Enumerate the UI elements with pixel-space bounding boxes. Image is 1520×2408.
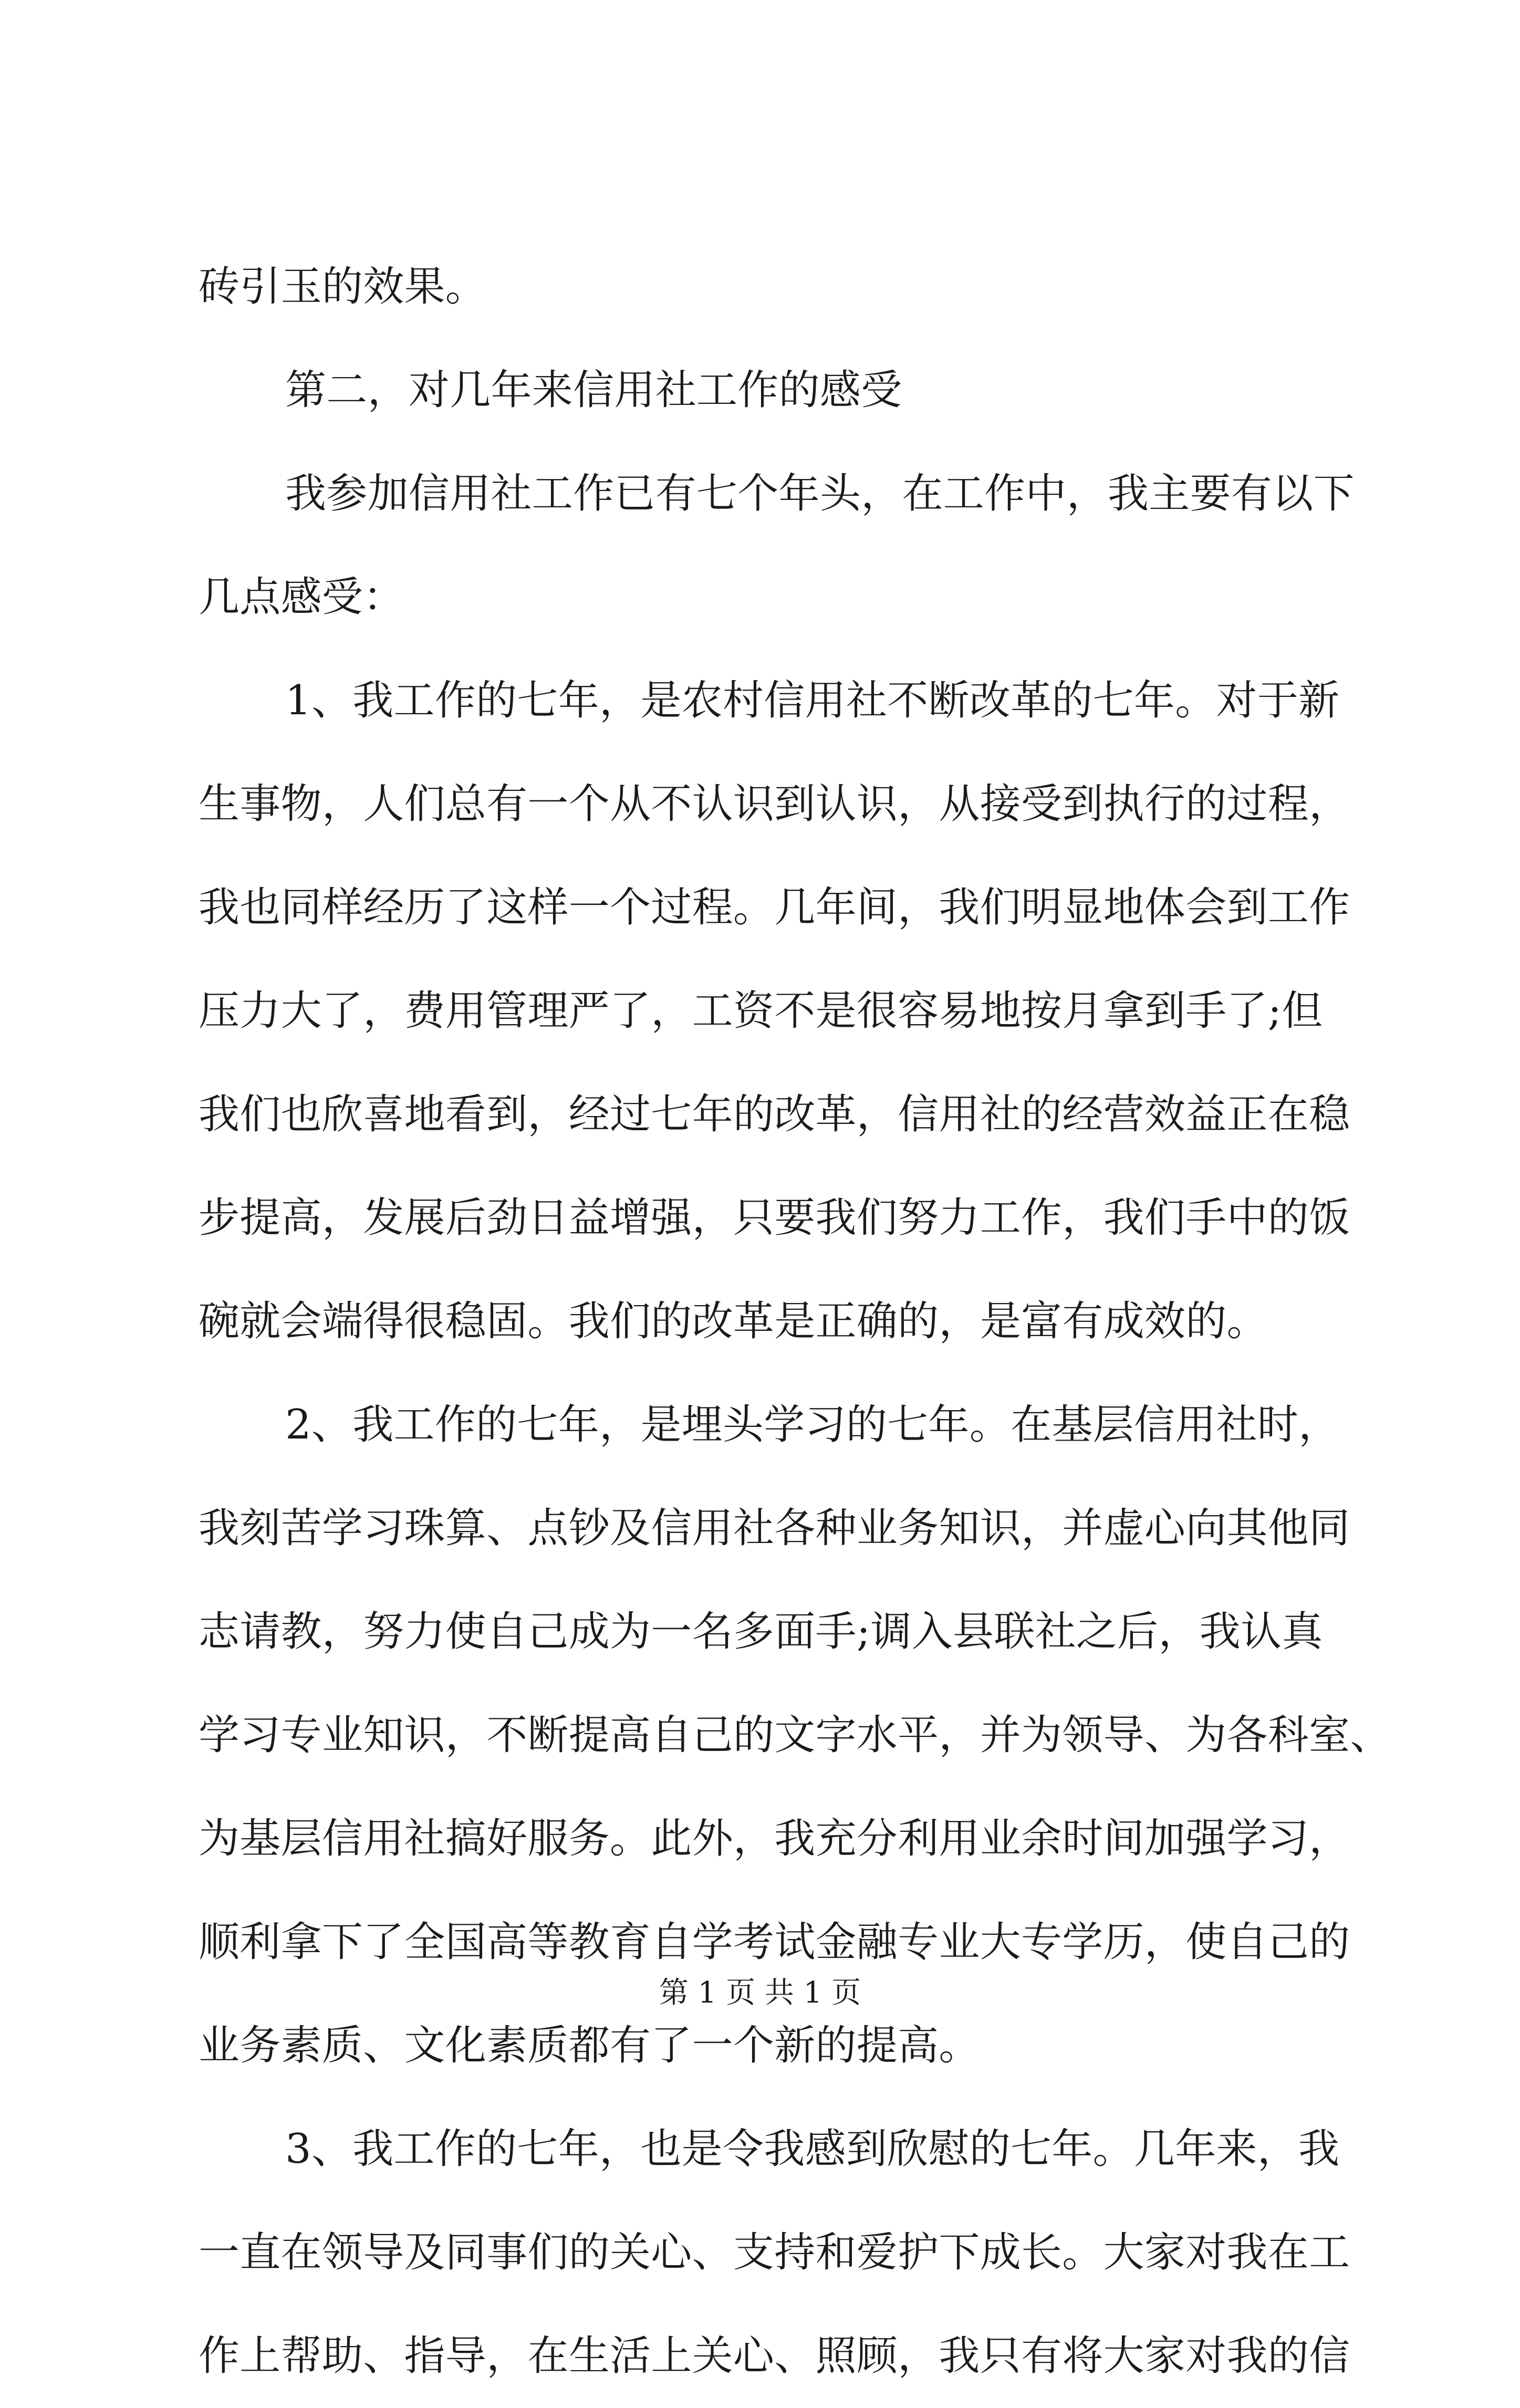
text-line: 一直在领导及同事们的关心、支持和爱护下成长。大家对我在工 — [199, 2229, 1350, 2276]
text-line: 顺利拿下了全国高等教育自学考试金融专业大专学历，使自己的 — [199, 1919, 1350, 1966]
text-line: 碗就会端得很稳固。我们的改革是正确的，是富有成效的。 — [199, 1298, 1268, 1345]
document-body — [199, 235, 1391, 2408]
text-line: 几点感受： — [199, 574, 404, 621]
text-line: 学习专业知识，不断提高自己的文字水平，并为领导、为各科室、 — [199, 1712, 1391, 1759]
text-line: 2、我工作的七年，是埋头学习的七年。在基层信用社时， — [285, 1401, 1340, 1448]
text-line: 压力大了，费用管理严了，工资不是很容易地按月拿到手了;但 — [199, 987, 1323, 1035]
text-line: 业务素质、文化素质都有了一个新的提高。 — [199, 2022, 980, 2069]
text-line: 我刻苦学习珠算、点钞及信用社各种业务知识，并虚心向其他同 — [199, 1505, 1350, 1552]
text-line: 作上帮助、指导，在生活上关心、照顾，我只有将大家对我的信 — [199, 2332, 1350, 2380]
text-line: 砖引玉的效果。 — [199, 263, 487, 310]
page-footer: 第 1 页 共 1 页 — [659, 1976, 861, 2010]
text-line: 步提高，发展后劲日益增强，只要我们努力工作，我们手中的饭 — [199, 1194, 1350, 1242]
text-line: 3、我工作的七年，也是令我感到欣慰的七年。几年来，我 — [285, 2125, 1340, 2173]
text-line: 我参加信用社工作已有七个年头，在工作中，我主要有以下 — [285, 470, 1355, 517]
text-line: 志请教，努力使自己成为一名多面手;调入县联社之后，我认真 — [199, 1608, 1323, 1655]
text-line: 生事物，人们总有一个从不认识到认识，从接受到执行的过程， — [199, 780, 1350, 828]
text-line: 为基层信用社搞好服务。此外，我充分利用业余时间加强学习， — [199, 1815, 1350, 1862]
text-line: 第二，对几年来信用社工作的感受 — [285, 367, 902, 414]
text-line: 我也同样经历了这样一个过程。几年间，我们明显地体会到工作 — [199, 884, 1350, 931]
text-line: 我们也欣喜地看到，经过七年的改革，信用社的经营效益正在稳 — [199, 1091, 1350, 1138]
text-line: 1、我工作的七年，是农村信用社不断改革的七年。对于新 — [285, 677, 1340, 724]
